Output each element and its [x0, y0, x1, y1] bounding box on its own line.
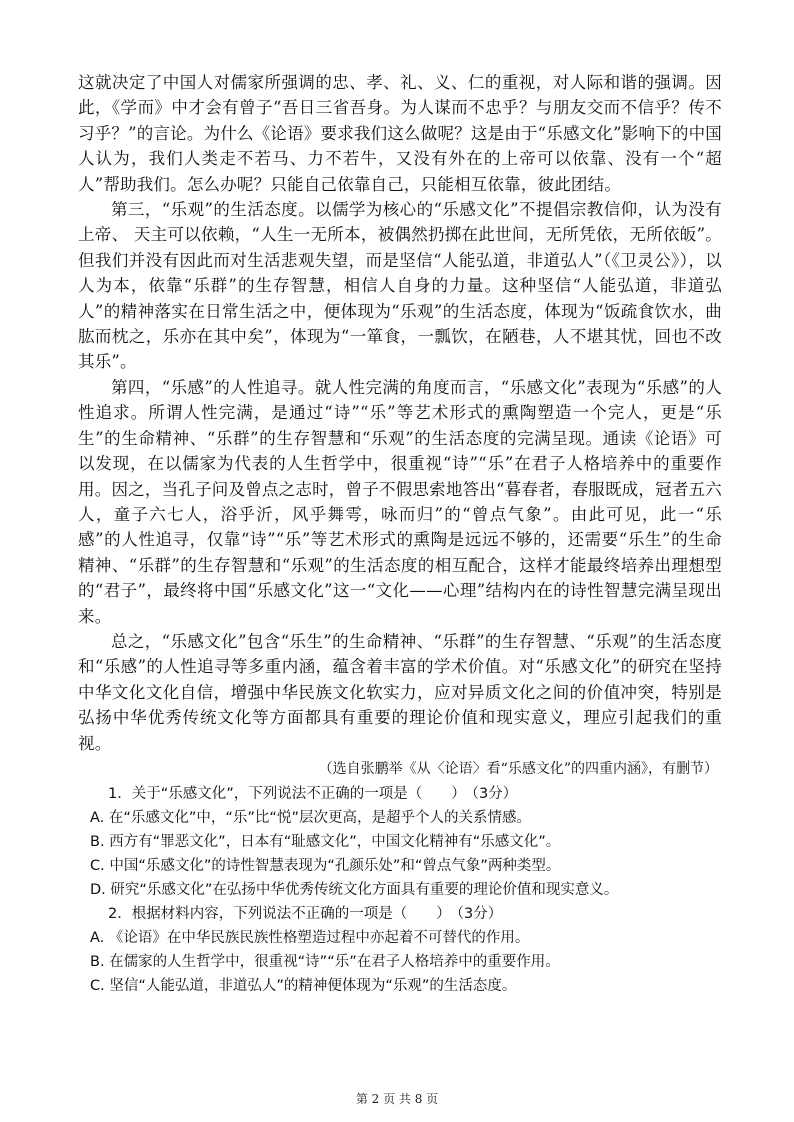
option-d: D. 研究“乐感文化”在弘扬中华优秀传统文化方面具有重要的理论价值和现实意义。: [90, 881, 619, 898]
question-stem-text: 2．根据材料内容，下列说法不正确的一项是（ ）: [108, 905, 451, 922]
passage-paragraph-3: 第四，“乐感”的人性追寻。就人性完满的角度而言，“乐感文化”表现为“乐感”的人性追求。所谓人性完满，是通过“诗”“乐”等艺术形式的熏陶塑造一个完人，更是“乐生”的生命精神、“乐群”的生存智慧和“乐观”的生活态度的完满呈现。通读《论语》可以发现，在以儒家为代表的人生哲学中，很重视“诗”“乐”在君子人格培养中的重要作用。因之，当孔子问及曾点之志时，曾子不假思索地答出“暮春者，春服既成，冠者五六人，童子六七人，浴乎沂，风乎舞雩，咏而归”的“曾点气象”。由此可见，此一“乐感”的人性追寻，仅靠“诗”“乐”等艺术形式的熏陶是远远不够的，还需要“乐生”的生命精神、“乐群”的生存智慧和“乐观”的生活态度的相互配合，这样才能最终培养出理想型的“君子”，最终将中国“乐感文化”这一“文化——心理”结构内在的诗性智慧完满呈现出来。: [78, 377, 722, 626]
exam-page: [78, 70, 722, 998]
passage-paragraph-4: 总之，“乐感文化”包含“乐生”的生命精神、“乐群”的生存智慧、“乐观”的生活态度和“乐感”的人性追寻等多重内涵，蕴含着丰富的学术价值。对“乐感文化”的研究在坚持中华文化文化自信，增强中华民族文化软实力，应对异质文化之间的价值冲突，特别是弘扬中华优秀传统文化等方面都具有重要的理论价值和现实意义，理应引起我们的重视。: [78, 631, 722, 753]
passage-source-citation: （选自张鹏举《从〈论语〉看“乐感文化”的四重内涵》，有删节）: [318, 760, 718, 777]
question-score: （3分）: [456, 905, 503, 922]
option-b: B. 在儒家的人生哲学中，很重视“诗”“乐”在君子人格培养中的重要作用。: [90, 953, 560, 970]
passage-paragraph-1: 这就决定了中国人对儒家所强调的忠、孝、礼、义、仁的重视，对人际和谐的强调。因此，《学而》中才会有曾子“吾日三省吾身。为人谋而不忠乎？与朋友交而不信乎？传不习乎？”的言论。为什么《论语》要求我们这么做呢？这是由于“乐感文化”影响下的中国人认为，我们人类走不若马、力不若牛，又没有外在的上帝可以依靠、没有一个“超人”帮助我们。怎么办呢？只能自己依靠自己，只能相互依靠，彼此团结。: [78, 73, 722, 194]
question-1: [78, 782, 722, 902]
option-a: A. 《论语》在中华民族民族性格塑造过程中亦起着不可替代的作用。: [90, 929, 530, 946]
option-c: C. 中国“乐感文化”的诗性智慧表现为“孔颜乐处”和“曾点气象”两种类型。: [90, 857, 561, 874]
question-2: [78, 902, 722, 998]
question-stem: [78, 782, 722, 806]
page-number-footer: 第 2 页 共 8 页: [355, 1092, 439, 1106]
reading-passage: [78, 70, 722, 780]
question-score: （3分）: [471, 785, 518, 802]
question-list: [78, 782, 722, 998]
question-stem-text: 1．关于“乐感文化”，下列说法不正确的一项是（ ）: [108, 785, 466, 802]
option-a: A. 在“乐感文化”中，“乐”比“悦”层次更高，是超乎个人的关系情感。: [90, 809, 531, 826]
passage-paragraph-2: 第三，“乐观”的生活态度。以儒学为核心的“乐感文化”不提倡宗教信仰，认为没有上帝、 天主可以依赖，“人生一无所本，被偶然扔掷在此世间，无所凭依，无所依皈”。但我们并没有因此而对生活悲观失望，而是坚信“人能弘道，非道弘人”（《卫灵公》），以人为本，依靠“乐群”的生存智慧，相信人自身的力量。这种坚信“人能弘道，非道弘人”的精神落实在日常生活之中，便体现为“乐观”的生活态度，体现为“饭疏食饮水，曲肱而枕之，乐亦在其中矣”，体现为“一箪食，一瓢饮，在陋巷，人不堪其忧，回也不改其乐”。: [78, 200, 722, 372]
option-b: B. 西方有“罪恶文化”，日本有“耻感文化”，中国文化精神有“乐感文化”。: [90, 833, 561, 850]
question-stem: [78, 902, 722, 926]
option-c: C. 坚信“人能弘道，非道弘人”的精神便体现为“乐观”的生活态度。: [90, 977, 517, 994]
